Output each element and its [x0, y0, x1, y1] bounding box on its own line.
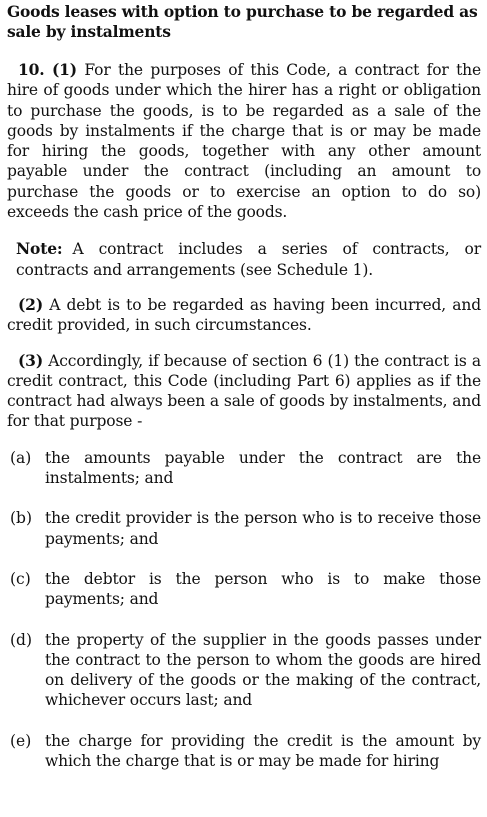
item-text: the credit provider is the person who is to receive those payments; and — [45, 509, 481, 548]
subsection-2-label: (2) — [18, 294, 44, 314]
item-label: (b) — [10, 509, 33, 528]
list-item — [7, 630, 481, 711]
item-label: (c) — [10, 569, 31, 588]
list-item — [7, 508, 481, 549]
subsection-3 — [7, 351, 481, 432]
note-label: Note: — [16, 239, 63, 259]
item-text: the debtor is the person who is to make those payments; and — [45, 569, 481, 609]
subsection-1 — [7, 60, 481, 222]
item-list — [7, 448, 481, 772]
subsection-2-text: A debt is to be regarded as having been incurred, and credit provided, in such circumstances. — [7, 295, 481, 335]
list-item — [7, 569, 481, 610]
subsection-1-text: For the purposes of this Code, a contract for the hire of goods under which the hirer has a right or obligation to purchase the goods, is to be regarded as a sale of the goods by instalments if the charge that is or may be made for hiring the goods, together with any other amount payable under the contract (including an amount to purchase the goods or to exercise an option to do so) exceeds the cash price of the goods. — [7, 61, 482, 222]
subsection-1-label: (1) — [51, 60, 77, 79]
item-text: the amounts payable under the contract are the instalments; and — [45, 448, 481, 488]
section-number: 10. — [18, 60, 45, 79]
item-text: the property of the supplier in the goods passes under the contract to the person to whom the goods are hired on delivery of the goods or the making of the contract, whichever occurs last; and — [45, 630, 481, 710]
subsection-3-label: (3) — [18, 350, 44, 370]
subsection-2 — [7, 295, 481, 336]
section-heading: Goods leases with option to purchase to be regarded as sale by instalments — [7, 2, 478, 41]
note — [7, 239, 481, 280]
note-text: A contract includes a series of contracts, or contracts and arrangements (see Schedule 1). — [16, 240, 481, 279]
item-label: (e) — [10, 731, 32, 750]
item-label: (d) — [10, 630, 33, 649]
list-item — [7, 448, 481, 489]
subsection-3-text: Accordingly, if because of section 6 (1) the contract is a credit contract, this Code (including Part 6) applies as if the contract had always been a sale of goods by instalments, and for that purpose - — [7, 351, 481, 431]
item-label: (a) — [10, 448, 32, 467]
list-item — [7, 731, 481, 772]
item-text: the charge for providing the credit is the amount by which the charge that is or may be made for hiring — [45, 731, 481, 771]
